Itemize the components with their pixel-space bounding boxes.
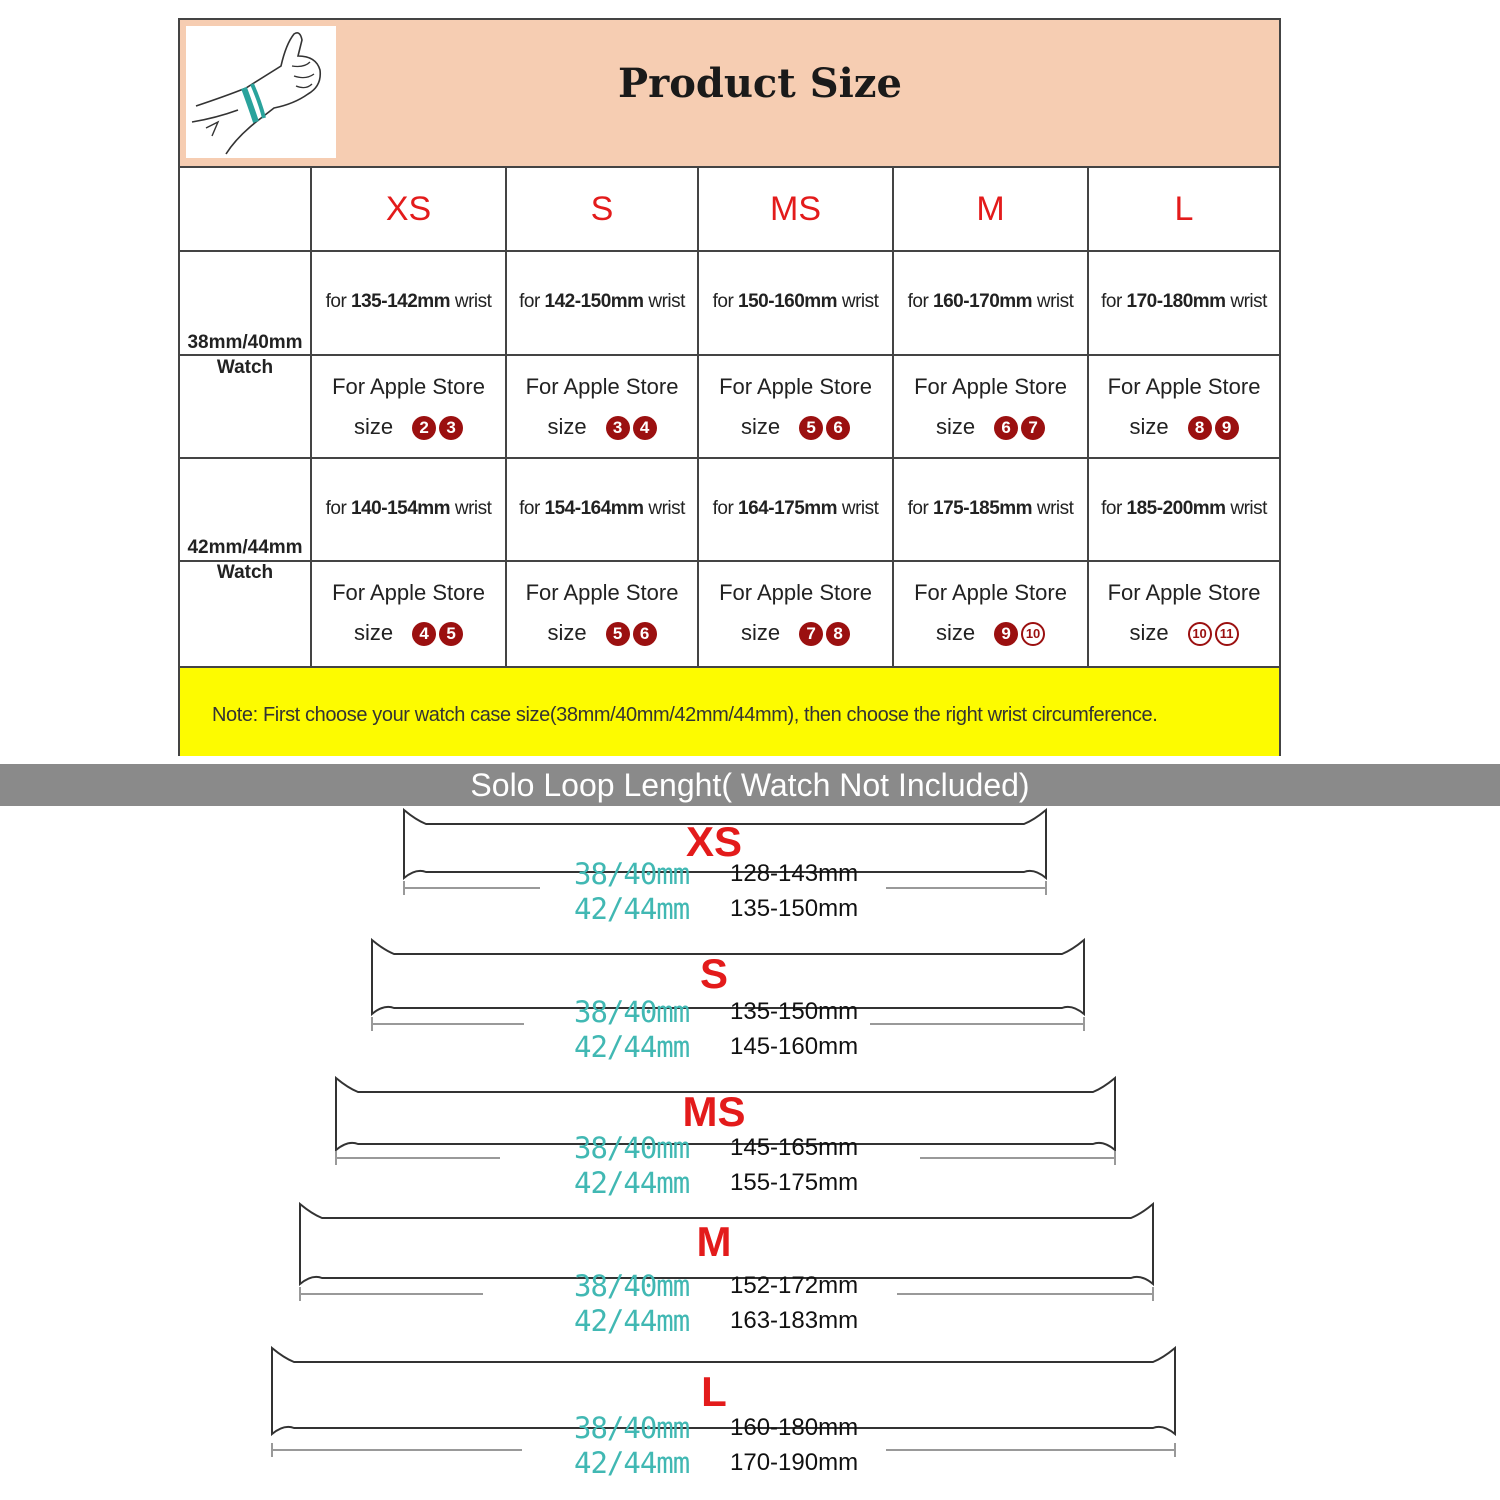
size-word: size [1129, 414, 1169, 439]
row-label-case: 42mm/44mm [187, 537, 303, 558]
size-word: size [1129, 620, 1169, 645]
wrist-suffix: wrist [1032, 498, 1074, 519]
apple-store-size-cell [312, 356, 505, 458]
wrist-prefix: for [519, 291, 545, 312]
size-word: size [935, 620, 976, 645]
size-number-badge: 11 [1215, 622, 1239, 646]
size-word: size [935, 414, 976, 439]
apple-store-size-line [894, 620, 1087, 646]
note-text: Note: First choose your watch case size(38mm/40mm/42mm/44mm), then choose the right wrist circumference. [212, 704, 1158, 726]
size-number-badge: 6 [633, 622, 657, 646]
apple-store-label: For Apple Store [525, 374, 679, 399]
row-label-38-40 [180, 330, 310, 380]
band-size-label: M [696, 1218, 732, 1265]
wrist-range-value: 164-175mm [738, 498, 838, 519]
wrist-prefix: for [1101, 498, 1127, 519]
wrist-range-cell [1089, 252, 1279, 354]
band-length-range: 135-150mm [730, 895, 859, 922]
size-number-badge: 7 [1021, 416, 1045, 440]
solo-loop-banner: Solo Loop Lenght( Watch Not Included) [0, 764, 1500, 806]
wrist-range-cell [507, 459, 697, 561]
size-word: size [547, 414, 587, 439]
band-length-range: 163-183mm [730, 1307, 859, 1334]
apple-store-size-cell [699, 562, 892, 664]
apple-store-size-cell [507, 356, 697, 458]
apple-store-size-cell [699, 356, 892, 458]
apple-store-size-line [699, 620, 892, 646]
case-size-label: 38/40mm [574, 1131, 690, 1165]
band-size-label: MS [682, 1088, 746, 1135]
band-length-range: 170-190mm [730, 1449, 859, 1476]
band-length-range: 152-172mm [730, 1272, 859, 1299]
apple-store-label: For Apple Store [1107, 580, 1261, 605]
wrist-range-value: 140-154mm [351, 498, 451, 519]
wrist-range-cell [507, 252, 697, 354]
band-size-label: L [701, 1368, 727, 1415]
apple-store-label: For Apple Store [332, 580, 485, 605]
case-size-label: 42/44mm [574, 1030, 690, 1064]
wrist-range-cell [312, 252, 505, 354]
apple-store-size-line [894, 414, 1087, 440]
band-size-label: S [699, 950, 728, 997]
apple-store-size-cell [894, 356, 1087, 458]
case-size-label: 42/44mm [574, 892, 690, 926]
size-number-badge: 7 [799, 622, 823, 646]
wrist-range-value: 135-142mm [351, 291, 451, 312]
size-chart-header [180, 20, 1279, 168]
wrist-suffix: wrist [837, 291, 879, 312]
apple-store-size-line [312, 414, 505, 440]
case-size-label: 38/40mm [574, 1269, 690, 1303]
row-label-42-44 [180, 535, 310, 585]
band-length-range: 155-175mm [730, 1169, 859, 1196]
wrist-suffix: wrist [1225, 498, 1267, 519]
size-header-l: L [1174, 190, 1194, 228]
apple-store-label: For Apple Store [332, 374, 485, 399]
size-number-badge: 4 [633, 416, 657, 440]
wrist-prefix: for [907, 291, 934, 312]
size-number-badge: 9 [994, 622, 1018, 646]
apple-store-size-cell [1089, 562, 1279, 664]
wrist-range-value: 185-200mm [1126, 498, 1226, 519]
apple-store-size-cell [312, 562, 505, 664]
apple-store-size-line [507, 414, 697, 440]
wrist-range-value: 150-160mm [738, 291, 838, 312]
case-size-label: 38/40mm [574, 857, 690, 891]
apple-store-label: For Apple Store [1107, 374, 1261, 399]
band-length-range: 128-143mm [730, 860, 859, 887]
apple-store-size-cell [894, 562, 1087, 664]
wrist-range-value: 175-185mm [933, 498, 1033, 519]
apple-store-label: For Apple Store [914, 374, 1067, 399]
size-chart [178, 18, 1281, 756]
size-header-ms: MS [770, 190, 821, 228]
wrist-range-cell [699, 252, 892, 354]
note-band [180, 666, 1279, 756]
apple-store-label: For Apple Store [719, 374, 872, 399]
wrist-suffix: wrist [1225, 291, 1267, 312]
wrist-suffix: wrist [450, 291, 492, 312]
size-number-badge: 10 [1188, 622, 1212, 646]
apple-store-size-line [699, 414, 892, 440]
row-label-watch: Watch [216, 357, 274, 378]
size-word: size [353, 414, 394, 439]
wrist-suffix: wrist [643, 291, 685, 312]
size-word: size [740, 620, 781, 645]
case-size-label: 38/40mm [574, 995, 690, 1029]
wrist-prefix: for [1101, 291, 1127, 312]
wrist-range-cell [1089, 459, 1279, 561]
size-number-badge: 2 [412, 416, 436, 440]
wrist-prefix: for [712, 291, 739, 312]
wrist-prefix: for [519, 498, 545, 519]
wrist-suffix: wrist [1032, 291, 1074, 312]
size-header-s: S [590, 190, 614, 228]
apple-store-label: For Apple Store [914, 580, 1067, 605]
band-length-range: 145-160mm [730, 1033, 859, 1060]
size-number-badge: 5 [439, 622, 463, 646]
case-size-label: 42/44mm [574, 1304, 690, 1338]
apple-store-size-line [1089, 620, 1279, 646]
wrist-range-value: 160-170mm [933, 291, 1033, 312]
case-size-label: 42/44mm [574, 1446, 690, 1480]
size-header-m: M [976, 190, 1005, 228]
wrist-prefix: for [712, 498, 739, 519]
band-length-range: 145-165mm [730, 1134, 859, 1161]
band-length-range: 135-150mm [730, 998, 859, 1025]
size-word: size [353, 620, 394, 645]
band-size-label: XS [685, 818, 743, 865]
wrist-range-cell [312, 459, 505, 561]
wrist-range-cell [894, 252, 1087, 354]
size-number-badge: 10 [1021, 622, 1045, 646]
size-number-badge: 6 [826, 416, 850, 440]
apple-store-size-line [1089, 414, 1279, 440]
size-number-badge: 3 [606, 416, 630, 440]
apple-store-label: For Apple Store [525, 580, 679, 605]
wrist-measure-illustration [186, 26, 336, 158]
wrist-prefix: for [325, 498, 352, 519]
wrist-prefix: for [907, 498, 934, 519]
size-word: size [547, 620, 587, 645]
size-word: size [740, 414, 781, 439]
wrist-range-cell [894, 459, 1087, 561]
case-size-label: 42/44mm [574, 1166, 690, 1200]
size-number-badge: 5 [799, 416, 823, 440]
product-size-title: Product Size [618, 60, 902, 107]
size-number-badge: 9 [1215, 416, 1239, 440]
wrist-prefix: for [325, 291, 352, 312]
case-size-label: 38/40mm [574, 1411, 690, 1445]
size-header-xs: XS [385, 190, 432, 228]
wrist-range-value: 142-150mm [544, 291, 644, 312]
apple-store-size-line [507, 620, 697, 646]
size-number-badge: 5 [606, 622, 630, 646]
size-number-badge: 4 [412, 622, 436, 646]
wrist-range-value: 154-164mm [544, 498, 644, 519]
wrist-suffix: wrist [837, 498, 879, 519]
row-label-watch: Watch [216, 562, 274, 583]
wrist-suffix: wrist [450, 498, 492, 519]
apple-store-size-cell [507, 562, 697, 664]
size-number-badge: 8 [826, 622, 850, 646]
apple-store-size-line [312, 620, 505, 646]
size-number-badge: 3 [439, 416, 463, 440]
band-length-range: 160-180mm [730, 1414, 859, 1441]
wrist-range-cell [699, 459, 892, 561]
wrist-range-value: 170-180mm [1126, 291, 1226, 312]
size-number-badge: 8 [1188, 416, 1212, 440]
wrist-suffix: wrist [643, 498, 685, 519]
row-label-case: 38mm/40mm [187, 332, 303, 353]
size-number-badge: 6 [994, 416, 1018, 440]
apple-store-label: For Apple Store [719, 580, 872, 605]
apple-store-size-cell [1089, 356, 1279, 458]
solo-loop-bands [0, 806, 1500, 1500]
